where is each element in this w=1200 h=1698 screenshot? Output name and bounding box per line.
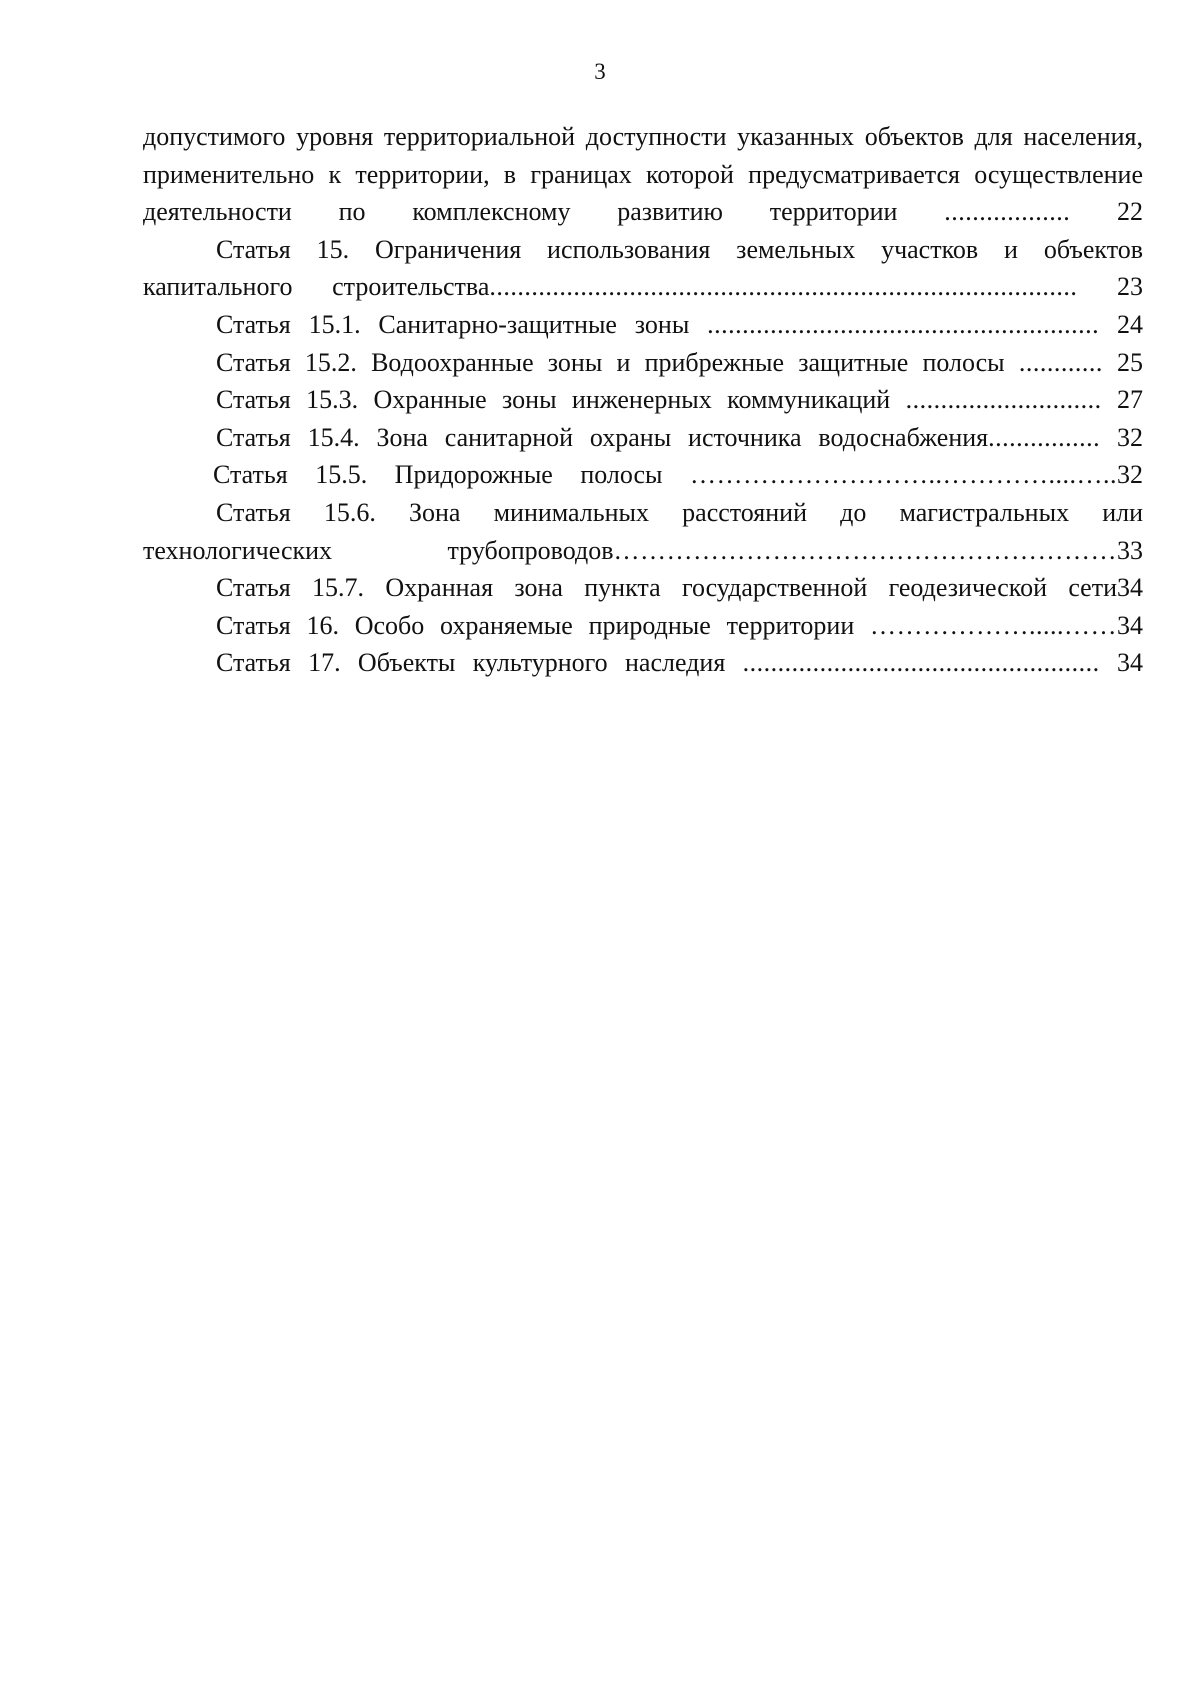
toc-leader-dots: .................. <box>944 197 1071 227</box>
toc-leader-dots: ............ <box>1018 347 1103 377</box>
toc-leader-dots: ……………….....…… <box>870 610 1117 640</box>
toc-page-number: 34 <box>1117 648 1144 678</box>
toc-leader-dots: .................................................................................... <box>489 272 1078 302</box>
toc-entry-title: Статья 17. Объекты культурного наследия <box>216 648 726 678</box>
toc-entry <box>143 231 1143 306</box>
toc-leader-dots: ................................................... <box>742 648 1100 678</box>
toc-entry-title: Статья 15.6. Зона минимальных расстояний до магистральных или технологических трубопроводов <box>143 497 1143 565</box>
toc-entry-title: Статья 15.4. Зона санитарной охраны источника водоснабжения <box>216 422 989 452</box>
toc-entry-title: Статья 15.1. Санитарно-защитные зоны <box>216 309 690 339</box>
toc-leader-dots: ………………………..…………....….. <box>690 460 1117 490</box>
toc-entry <box>143 569 1143 607</box>
toc-entry <box>143 607 1143 645</box>
toc-entry <box>143 456 1143 494</box>
page-number: 3 <box>594 59 606 84</box>
toc-page-number: 33 <box>1117 535 1143 565</box>
toc-entry <box>143 118 1143 231</box>
toc-page-number: 23 <box>1117 272 1143 302</box>
toc-page-number: 32 <box>1117 460 1143 490</box>
toc-page-number: 34 <box>1117 610 1143 640</box>
toc-entry-title: Статья 15.5. Придорожные полосы <box>213 460 663 490</box>
toc-page-number: 27 <box>1117 385 1143 415</box>
toc-entry <box>143 344 1143 382</box>
table-of-contents <box>143 118 1143 682</box>
toc-entry <box>143 419 1143 457</box>
toc-entry <box>143 381 1143 419</box>
toc-entry-title: Статья 15.3. Охранные зоны инженерных коммуникаций <box>216 385 891 415</box>
toc-leader-dots: ................ <box>988 422 1101 452</box>
toc-entry-title: Статья 15.7. Охранная зона пункта государственной геодезической сети <box>216 573 1117 603</box>
toc-leader-dots: ………………………………………………… <box>613 535 1117 565</box>
toc-page-number: 32 <box>1117 422 1143 452</box>
toc-page-number: 34 <box>1117 573 1143 603</box>
toc-entry-title: допустимого уровня территориальной доступности указанных объектов для населения, применительно к территории, в границах которой предусматривается осуществление деятельности по комплексному развитию территории <box>143 122 1143 227</box>
toc-page-number: 24 <box>1117 309 1144 339</box>
toc-leader-dots: ........................................................ <box>707 309 1100 339</box>
toc-leader-dots: ............................ <box>905 385 1102 415</box>
toc-page-number: 25 <box>1117 347 1144 377</box>
toc-entry-title: Статья 15.2. Водоохранные зоны и прибрежные защитные полосы <box>216 347 1005 377</box>
toc-page-number: 22 <box>1117 197 1143 227</box>
toc-entry-title: Статья 15. Ограничения использования земельных участков и объектов капитального строительства <box>143 234 1143 302</box>
toc-entry <box>143 306 1143 344</box>
toc-entry <box>143 494 1143 569</box>
toc-entry <box>143 644 1143 682</box>
toc-entry-title: Статья 16. Особо охраняемые природные территории <box>216 610 855 640</box>
